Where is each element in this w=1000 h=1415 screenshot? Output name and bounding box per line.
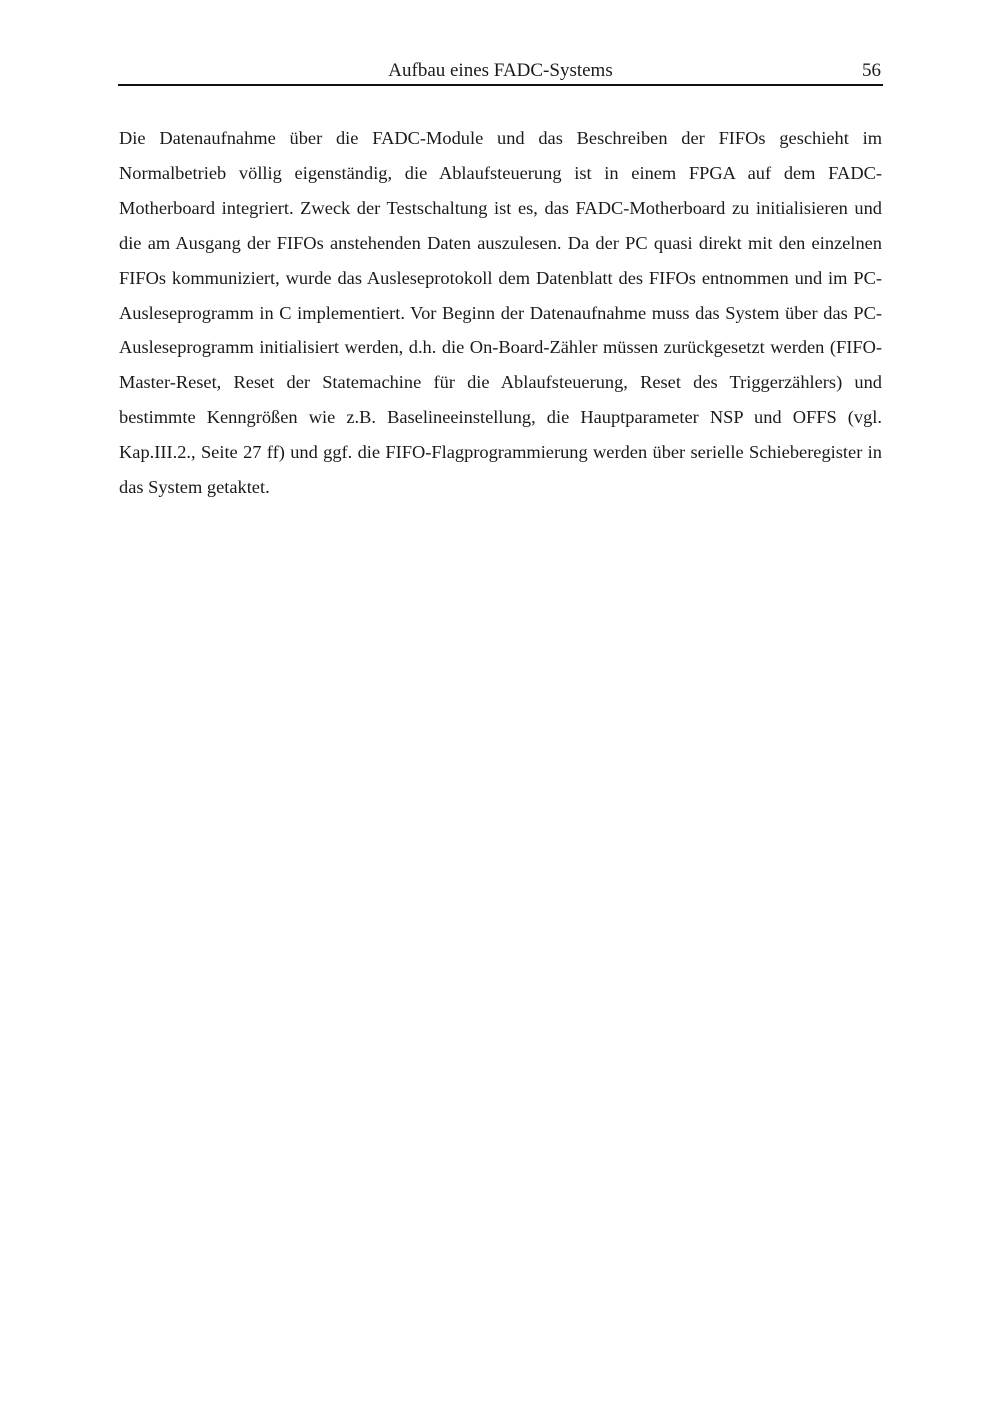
header-title: Aufbau eines FADC-Systems — [388, 60, 613, 81]
page-number: 56 — [862, 60, 881, 81]
body-paragraph: Die Datenaufnahme über die FADC-Module und das Beschreiben der FIFOs geschieht im Normalbetrieb völlig eigenständig, die Ablaufsteuerung ist in einem FPGA auf dem FADC-Motherboard integriert. Zweck der Testschaltung ist es, das FADC-Motherboard zu initialisieren und die am Ausgang der FIFOs anstehenden Daten auszulesen. Da der PC quasi direkt mit den einzelnen FIFOs kommuniziert, wurde das Ausleseprotokoll dem Datenblatt des FIFOs entnommen und im PC-Ausleseprogramm in C implementiert. Vor Beginn der Datenaufnahme muss das System über das PC-Ausleseprogramm initialisiert werden, d.h. die On-Board-Zähler müssen zurückgesetzt werden (FIFO-Master-Reset, Reset der Statemachine für die Ablaufsteuerung, Reset des Triggerzählers) und bestimmte Kenngrößen wie z.B. Baselineeinstellung, die Hauptparameter NSP und OFFS (vgl. Kap.III.2., Seite 27 ff) und ggf. die FIFO-Flagprogrammierung werden über serielle Schieberegister in das System getaktet. — [119, 128, 882, 498]
page-header — [118, 58, 883, 86]
